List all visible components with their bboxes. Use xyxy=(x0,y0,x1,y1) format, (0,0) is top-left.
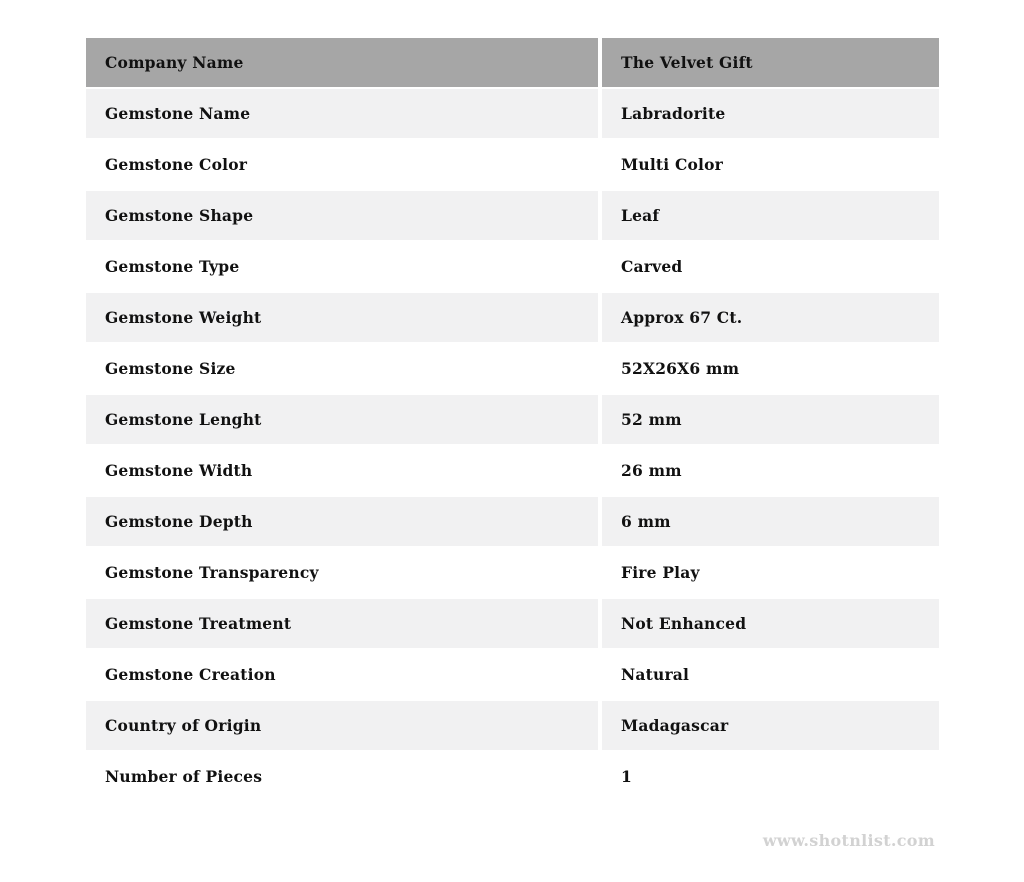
row-value-cell: Approx 67 Ct. xyxy=(602,293,939,342)
table-body xyxy=(86,89,939,801)
watermark-text: www.shotnlist.com xyxy=(762,831,935,850)
row-label-cell: Gemstone Shape xyxy=(86,191,598,240)
table-row xyxy=(86,89,939,138)
row-label-cell: Gemstone Transparency xyxy=(86,548,598,597)
row-value-cell: Not Enhanced xyxy=(602,599,939,648)
row-label-cell: Gemstone Name xyxy=(86,89,598,138)
row-value-cell: Madagascar xyxy=(602,701,939,750)
row-value-cell: Carved xyxy=(602,242,939,291)
row-label-cell: Gemstone Weight xyxy=(86,293,598,342)
row-label-cell: Gemstone Treatment xyxy=(86,599,598,648)
header-label-cell: Company Name xyxy=(86,38,598,87)
row-label-cell: Gemstone Width xyxy=(86,446,598,495)
table-row xyxy=(86,395,939,444)
table-row xyxy=(86,548,939,597)
row-label-cell: Gemstone Size xyxy=(86,344,598,393)
row-label-cell: Gemstone Color xyxy=(86,140,598,189)
table-row xyxy=(86,752,939,801)
row-value-cell: 6 mm xyxy=(602,497,939,546)
header-value-cell: The Velvet Gift xyxy=(602,38,939,87)
row-label-cell: Gemstone Creation xyxy=(86,650,598,699)
table-row xyxy=(86,140,939,189)
table-row xyxy=(86,293,939,342)
table-header-row xyxy=(86,38,939,87)
row-label-cell: Country of Origin xyxy=(86,701,598,750)
table-row xyxy=(86,191,939,240)
row-value-cell: Multi Color xyxy=(602,140,939,189)
table-row xyxy=(86,497,939,546)
row-value-cell: Labradorite xyxy=(602,89,939,138)
row-value-cell: 26 mm xyxy=(602,446,939,495)
row-value-cell: 1 xyxy=(602,752,939,801)
row-value-cell: Fire Play xyxy=(602,548,939,597)
table-row xyxy=(86,599,939,648)
row-label-cell: Gemstone Depth xyxy=(86,497,598,546)
table-row xyxy=(86,242,939,291)
row-value-cell: Natural xyxy=(602,650,939,699)
row-label-cell: Gemstone Lenght xyxy=(86,395,598,444)
row-label-cell: Number of Pieces xyxy=(86,752,598,801)
row-value-cell: 52X26X6 mm xyxy=(602,344,939,393)
table-row xyxy=(86,650,939,699)
row-label-cell: Gemstone Type xyxy=(86,242,598,291)
row-value-cell: Leaf xyxy=(602,191,939,240)
gemstone-spec-table xyxy=(86,38,939,803)
row-value-cell: 52 mm xyxy=(602,395,939,444)
table-row xyxy=(86,446,939,495)
table-row xyxy=(86,701,939,750)
table-row xyxy=(86,344,939,393)
